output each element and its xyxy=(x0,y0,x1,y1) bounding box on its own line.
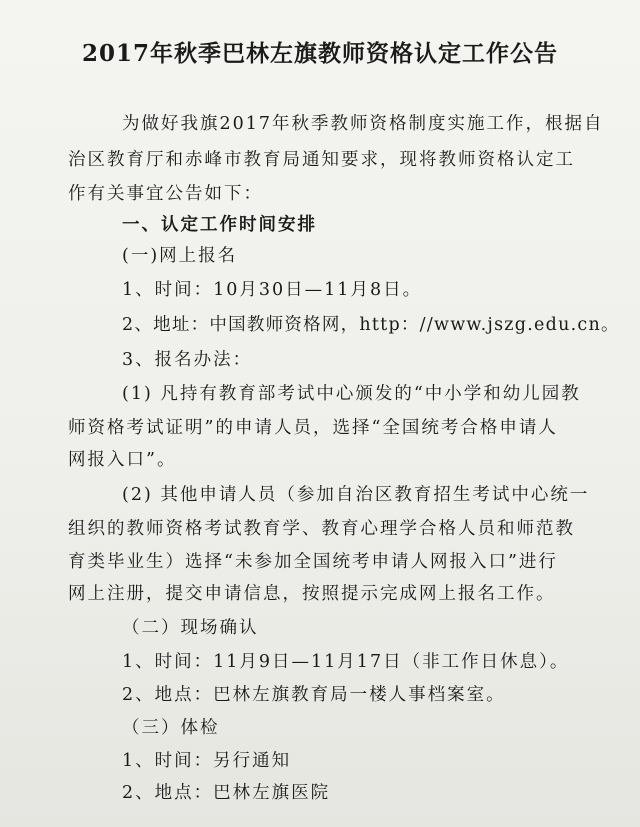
list-item: 1、时间：11月9日—11月17日（非工作日休息）。 xyxy=(122,652,570,672)
list-item: 2、地点：巴林左旗医院 xyxy=(122,783,331,803)
paragraph-line: 网上注册，提交申请信息，按照提示完成网上报名工作。 xyxy=(68,584,556,604)
section-heading: 一、认定工作时间安排 xyxy=(122,215,317,235)
paragraph-line: (1) 凡持有教育部考试中心颁发的“中小学和幼儿园教 xyxy=(122,384,581,404)
paragraph-line: 师资格考试证明”的申请人员，选择“全国统考合格申请人 xyxy=(68,418,558,438)
list-item: 2、地址：中国教师资格网，http：//www.jszg.edu.cn。 xyxy=(122,315,620,335)
list-item: 1、时间：另行通知 xyxy=(122,751,292,771)
paragraph-line: 组织的教师资格考试教育学、教育心理学合格人员和师范教 xyxy=(68,519,575,539)
document-title: 2017年秋季巴林左旗教师资格认定工作公告 xyxy=(81,40,558,67)
paragraph-line: 育类毕业生）选择“未参加全国统考申请人网报入口”进行 xyxy=(68,552,558,572)
subsection-heading: （二）现场确认 xyxy=(122,618,259,638)
paragraph-line: 作有关事宜公告如下： xyxy=(68,184,263,204)
subsection-heading: （三）体检 xyxy=(122,718,220,738)
list-item: 1、时间：10月30日—11月8日。 xyxy=(122,280,423,300)
paragraph-line: 为做好我旗2017年秋季教师资格制度实施工作，根据自 xyxy=(122,114,604,134)
subsection-heading: (一)网上报名 xyxy=(122,246,238,266)
paragraph-line: 网报入口”。 xyxy=(68,450,177,470)
paragraph-line: 治区教育厅和赤峰市教育局通知要求，现将教师资格认定工 xyxy=(68,150,575,170)
list-item: 2、地点：巴林左旗教育局一楼人事档案室。 xyxy=(122,685,506,705)
list-item: 3、报名办法： xyxy=(122,350,253,370)
paragraph-line: (2) 其他申请人员（参加自治区教育招生考试中心统一 xyxy=(122,485,590,505)
